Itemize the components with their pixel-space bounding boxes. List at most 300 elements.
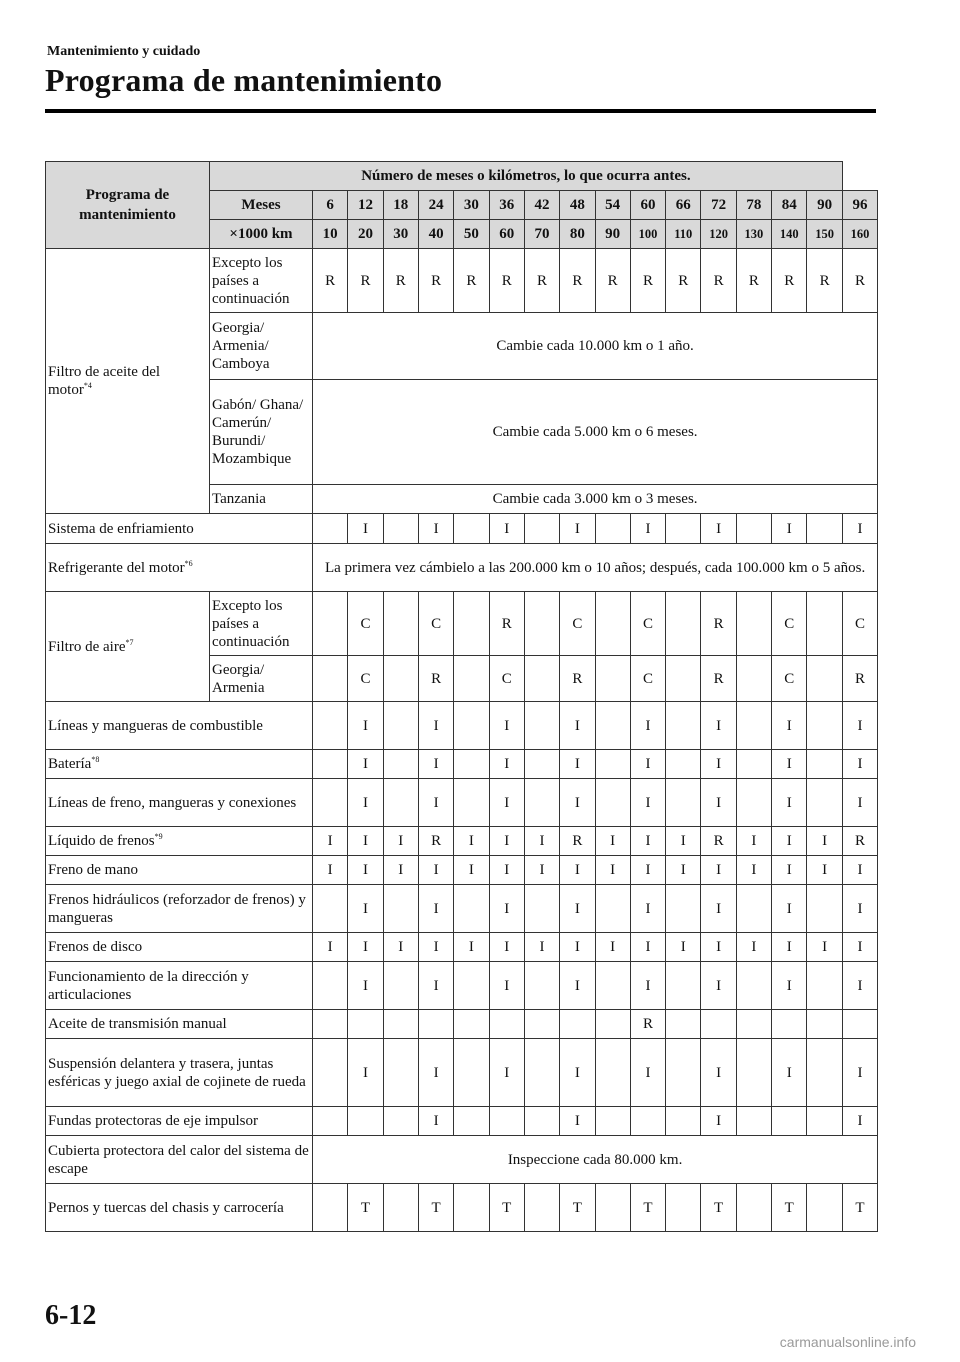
table-row: [46, 827, 878, 856]
month-header: 72: [701, 191, 736, 220]
table-row: [46, 885, 878, 933]
table-row: [46, 1107, 878, 1136]
schedule-cell: R: [701, 249, 736, 313]
schedule-cell: I: [630, 885, 665, 933]
schedule-cell: I: [489, 750, 524, 779]
schedule-cell: [313, 514, 348, 544]
schedule-cell: [454, 514, 489, 544]
schedule-cell: I: [736, 933, 771, 962]
schedule-cell: R: [807, 249, 842, 313]
schedule-cell: I: [313, 933, 348, 962]
schedule-cell: [454, 702, 489, 750]
schedule-cell: R: [701, 592, 736, 656]
month-header: 48: [560, 191, 595, 220]
schedule-cell: [736, 779, 771, 827]
schedule-cell: I: [348, 514, 383, 544]
schedule-cell: I: [524, 933, 559, 962]
schedule-cell: I: [701, 702, 736, 750]
km-header: 10: [313, 220, 348, 249]
schedule-cell: [595, 750, 630, 779]
schedule-cell: I: [842, 933, 877, 962]
month-header: 96: [842, 191, 877, 220]
schedule-cell: I: [772, 702, 807, 750]
schedule-cell: [524, 702, 559, 750]
section-heading: Mantenimiento y cuidado: [47, 44, 201, 59]
schedule-cell: [595, 592, 630, 656]
watermark: carmanualsonline.info: [779, 1334, 916, 1350]
item-label-text: Frenos de disco: [48, 939, 143, 955]
schedule-cell: R: [595, 249, 630, 313]
schedule-cell: [454, 656, 489, 702]
schedule-span-text: Inspeccione cada 80.000 km.: [313, 1136, 878, 1184]
schedule-cell: I: [418, 1107, 453, 1136]
schedule-cell: [313, 1010, 348, 1039]
schedule-cell: [736, 514, 771, 544]
title-rule: [45, 109, 876, 113]
schedule-cell: R: [666, 249, 701, 313]
schedule-cell: I: [454, 933, 489, 962]
schedule-cell: I: [348, 1039, 383, 1107]
item-label-text: Batería: [48, 756, 92, 772]
schedule-cell: I: [560, 1107, 595, 1136]
item-label-text: Filtro de aire: [48, 638, 126, 655]
schedule-cell: T: [348, 1184, 383, 1232]
item-label: [46, 1010, 313, 1039]
month-header: 84: [772, 191, 807, 220]
schedule-cell: R: [701, 656, 736, 702]
schedule-cell: [807, 885, 842, 933]
schedule-cell: I: [772, 962, 807, 1010]
schedule-cell: I: [313, 827, 348, 856]
schedule-cell: I: [524, 856, 559, 885]
schedule-cell: [454, 1107, 489, 1136]
month-header: 12: [348, 191, 383, 220]
schedule-cell: R: [560, 827, 595, 856]
region-label: Gabón/ Ghana/ Camerún/ Burundi/ Mozambique: [210, 380, 313, 485]
item-label-text: Filtro de aceite del motor: [48, 364, 161, 398]
schedule-cell: T: [489, 1184, 524, 1232]
schedule-cell: [454, 885, 489, 933]
schedule-cell: I: [772, 779, 807, 827]
schedule-cell: [524, 779, 559, 827]
schedule-cell: T: [701, 1184, 736, 1232]
schedule-cell: I: [489, 514, 524, 544]
schedule-cell: [666, 514, 701, 544]
km-header: 110: [666, 220, 701, 249]
schedule-cell: [736, 962, 771, 1010]
month-header: 90: [807, 191, 842, 220]
region-label: Tanzania: [210, 485, 313, 514]
item-label-text: Líquido de frenos: [48, 833, 155, 849]
schedule-cell: I: [772, 933, 807, 962]
schedule-cell: I: [560, 962, 595, 1010]
schedule-cell: I: [560, 750, 595, 779]
schedule-cell: I: [560, 885, 595, 933]
schedule-cell: [807, 1039, 842, 1107]
schedule-cell: I: [772, 750, 807, 779]
schedule-cell: [666, 1107, 701, 1136]
month-header: 78: [736, 191, 771, 220]
km-header: 50: [454, 220, 489, 249]
schedule-cell: T: [842, 1184, 877, 1232]
schedule-cell: I: [701, 1107, 736, 1136]
schedule-cell: T: [630, 1184, 665, 1232]
schedule-cell: [524, 592, 559, 656]
table-row: [46, 514, 878, 544]
footnote-ref: *4: [83, 381, 92, 390]
item-label-text: Líneas de freno, mangueras y conexiones: [48, 794, 297, 811]
schedule-cell: [383, 750, 418, 779]
schedule-cell: R: [630, 249, 665, 313]
schedule-cell: [383, 962, 418, 1010]
schedule-cell: I: [630, 827, 665, 856]
schedule-cell: [666, 885, 701, 933]
schedule-cell: [524, 514, 559, 544]
schedule-cell: I: [348, 885, 383, 933]
schedule-cell: R: [560, 656, 595, 702]
schedule-cell: [454, 1010, 489, 1039]
schedule-cell: [454, 1184, 489, 1232]
schedule-cell: [383, 702, 418, 750]
item-label-text: Fundas protectoras de eje impulsor: [48, 1113, 258, 1129]
schedule-cell: I: [701, 750, 736, 779]
table-row: [46, 779, 878, 827]
schedule-cell: T: [418, 1184, 453, 1232]
region-label: Excepto los países a continuación: [210, 249, 313, 313]
schedule-cell: [313, 592, 348, 656]
schedule-cell: I: [842, 1039, 877, 1107]
schedule-cell: I: [807, 933, 842, 962]
item-label-text: Refrigerante del motor: [48, 559, 185, 576]
footnote-ref: *7: [125, 637, 134, 647]
schedule-span-text: La primera vez cámbielo a las 200.000 km o 10 años; después, cada 100.000 km o 5 años.: [313, 544, 878, 592]
schedule-cell: [313, 962, 348, 1010]
schedule-cell: [595, 1107, 630, 1136]
schedule-cell: [489, 1107, 524, 1136]
schedule-cell: I: [630, 933, 665, 962]
schedule-cell: I: [383, 856, 418, 885]
schedule-cell: I: [772, 856, 807, 885]
schedule-cell: [807, 514, 842, 544]
schedule-cell: [560, 1010, 595, 1039]
schedule-cell: R: [348, 249, 383, 313]
km-header: 80: [560, 220, 595, 249]
item-label-text: Freno de mano: [48, 862, 138, 878]
km-label: ×1000 km: [210, 220, 313, 249]
schedule-cell: [842, 1010, 877, 1039]
schedule-cell: I: [842, 962, 877, 1010]
table-row: [46, 249, 878, 313]
table-row: [46, 933, 878, 962]
schedule-cell: I: [842, 514, 877, 544]
schedule-cell: [736, 1107, 771, 1136]
schedule-cell: I: [736, 827, 771, 856]
schedule-cell: [383, 514, 418, 544]
schedule-cell: C: [418, 592, 453, 656]
item-label: [46, 856, 313, 885]
schedule-cell: [666, 1010, 701, 1039]
month-header: 42: [524, 191, 559, 220]
schedule-cell: I: [666, 827, 701, 856]
schedule-cell: [666, 1184, 701, 1232]
schedule-cell: [666, 702, 701, 750]
schedule-cell: I: [701, 1039, 736, 1107]
schedule-cell: R: [772, 249, 807, 313]
schedule-cell: [524, 1184, 559, 1232]
schedule-cell: [595, 656, 630, 702]
schedule-cell: [736, 656, 771, 702]
schedule-cell: C: [630, 592, 665, 656]
schedule-cell: [595, 1010, 630, 1039]
schedule-cell: T: [560, 1184, 595, 1232]
schedule-cell: [736, 750, 771, 779]
km-header: 130: [736, 220, 771, 249]
schedule-cell: [666, 1039, 701, 1107]
schedule-cell: I: [489, 779, 524, 827]
schedule-cell: [807, 779, 842, 827]
schedule-cell: I: [418, 514, 453, 544]
schedule-cell: I: [630, 514, 665, 544]
schedule-cell: [383, 656, 418, 702]
schedule-cell: I: [630, 1039, 665, 1107]
schedule-cell: [595, 962, 630, 1010]
table-row: [46, 962, 878, 1010]
schedule-cell: I: [842, 856, 877, 885]
km-header: 40: [418, 220, 453, 249]
schedule-cell: [595, 779, 630, 827]
schedule-cell: I: [348, 779, 383, 827]
schedule-cell: [383, 779, 418, 827]
schedule-cell: [383, 885, 418, 933]
table-row: [46, 1039, 878, 1107]
schedule-cell: [701, 1010, 736, 1039]
km-header: 120: [701, 220, 736, 249]
schedule-cell: I: [418, 962, 453, 1010]
schedule-cell: [383, 1039, 418, 1107]
month-header: 6: [313, 191, 348, 220]
schedule-cell: R: [560, 249, 595, 313]
schedule-cell: [736, 1184, 771, 1232]
item-label: [46, 1184, 313, 1232]
schedule-cell: I: [489, 885, 524, 933]
schedule-cell: I: [489, 702, 524, 750]
schedule-cell: I: [630, 856, 665, 885]
region-label: Georgia/ Armenia/ Camboya: [210, 313, 313, 380]
schedule-cell: I: [348, 856, 383, 885]
schedule-cell: I: [595, 933, 630, 962]
schedule-cell: I: [666, 933, 701, 962]
schedule-cell: I: [560, 779, 595, 827]
schedule-cell: [313, 1107, 348, 1136]
schedule-cell: C: [772, 592, 807, 656]
schedule-cell: I: [383, 827, 418, 856]
schedule-cell: [524, 1010, 559, 1039]
schedule-cell: [313, 1039, 348, 1107]
region-label: Georgia/ Armenia: [210, 656, 313, 702]
schedule-cell: [524, 1107, 559, 1136]
schedule-cell: [524, 1039, 559, 1107]
schedule-cell: I: [630, 702, 665, 750]
km-header: 160: [842, 220, 877, 249]
schedule-cell: R: [630, 1010, 665, 1039]
item-label: [46, 1136, 313, 1184]
schedule-cell: I: [489, 933, 524, 962]
item-label: [46, 933, 313, 962]
schedule-cell: I: [701, 514, 736, 544]
months-label: Meses: [210, 191, 313, 220]
schedule-cell: R: [842, 827, 877, 856]
item-label: [46, 779, 313, 827]
schedule-cell: I: [560, 514, 595, 544]
item-label: [46, 592, 210, 702]
schedule-cell: I: [418, 750, 453, 779]
table-corner-header: Programa de mantenimiento: [46, 162, 210, 249]
schedule-cell: [807, 750, 842, 779]
km-header: 20: [348, 220, 383, 249]
schedule-cell: R: [418, 827, 453, 856]
schedule-cell: I: [666, 856, 701, 885]
schedule-cell: I: [560, 1039, 595, 1107]
schedule-cell: [524, 656, 559, 702]
schedule-cell: I: [418, 933, 453, 962]
schedule-cell: [489, 1010, 524, 1039]
schedule-cell: [383, 592, 418, 656]
schedule-cell: C: [630, 656, 665, 702]
schedule-cell: R: [313, 249, 348, 313]
item-label-text: Líneas y mangueras de combustible: [48, 717, 263, 734]
schedule-cell: I: [418, 779, 453, 827]
schedule-cell: [383, 1107, 418, 1136]
month-header: 24: [418, 191, 453, 220]
table-row: [46, 750, 878, 779]
schedule-cell: I: [418, 1039, 453, 1107]
schedule-cell: R: [383, 249, 418, 313]
schedule-cell: [595, 514, 630, 544]
schedule-cell: [807, 592, 842, 656]
schedule-cell: [807, 656, 842, 702]
schedule-cell: [666, 962, 701, 1010]
schedule-cell: I: [772, 1039, 807, 1107]
schedule-cell: [736, 592, 771, 656]
schedule-cell: I: [524, 827, 559, 856]
schedule-cell: R: [701, 827, 736, 856]
schedule-cell: [313, 779, 348, 827]
schedule-cell: R: [842, 656, 877, 702]
schedule-cell: [383, 1184, 418, 1232]
page-number: 6-12: [45, 1300, 97, 1331]
schedule-cell: I: [701, 885, 736, 933]
schedule-cell: I: [807, 856, 842, 885]
region-label: Excepto los países a continuación: [210, 592, 313, 656]
schedule-cell: I: [701, 933, 736, 962]
schedule-cell: [666, 592, 701, 656]
schedule-cell: R: [842, 249, 877, 313]
month-header: 54: [595, 191, 630, 220]
km-header: 70: [524, 220, 559, 249]
schedule-cell: [454, 592, 489, 656]
month-header: 36: [489, 191, 524, 220]
schedule-cell: I: [313, 856, 348, 885]
schedule-cell: [736, 1010, 771, 1039]
item-label: [46, 249, 210, 514]
schedule-cell: I: [489, 1039, 524, 1107]
month-header: 30: [454, 191, 489, 220]
month-header: 60: [630, 191, 665, 220]
km-header: 30: [383, 220, 418, 249]
item-label-text: Aceite de transmisión manual: [48, 1016, 227, 1032]
schedule-cell: I: [772, 827, 807, 856]
table-row: [46, 856, 878, 885]
schedule-cell: I: [772, 514, 807, 544]
schedule-cell: I: [489, 962, 524, 1010]
schedule-cell: [454, 750, 489, 779]
schedule-cell: I: [348, 750, 383, 779]
schedule-cell: I: [348, 702, 383, 750]
schedule-cell: [666, 750, 701, 779]
schedule-cell: R: [489, 592, 524, 656]
schedule-cell: [666, 779, 701, 827]
schedule-cell: R: [418, 249, 453, 313]
schedule-span-text: Cambie cada 5.000 km o 6 meses.: [313, 380, 878, 485]
item-label: [46, 827, 313, 856]
schedule-cell: T: [772, 1184, 807, 1232]
schedule-cell: I: [842, 702, 877, 750]
item-label: [46, 514, 313, 544]
item-label-text: Suspensión delantera y trasera, juntas esféricas y juego axial de cojinete de rueda: [48, 1055, 306, 1090]
item-label-text: Funcionamiento de la dirección y articulaciones: [48, 968, 249, 1003]
schedule-cell: [595, 885, 630, 933]
month-header: 66: [666, 191, 701, 220]
schedule-cell: R: [454, 249, 489, 313]
item-label: [46, 1107, 313, 1136]
schedule-cell: [313, 656, 348, 702]
item-label: [46, 1039, 313, 1107]
table-row: [46, 544, 878, 592]
schedule-cell: [736, 885, 771, 933]
schedule-cell: I: [560, 702, 595, 750]
schedule-cell: C: [348, 656, 383, 702]
km-header: 60: [489, 220, 524, 249]
schedule-cell: I: [489, 856, 524, 885]
maintenance-table: [45, 161, 878, 1232]
schedule-span-text: Cambie cada 3.000 km o 3 meses.: [313, 485, 878, 514]
schedule-cell: R: [736, 249, 771, 313]
schedule-cell: I: [842, 779, 877, 827]
schedule-cell: I: [842, 750, 877, 779]
schedule-cell: [454, 962, 489, 1010]
schedule-cell: [807, 702, 842, 750]
item-label-text: Cubierta protectora del calor del sistema de escape: [48, 1142, 309, 1177]
schedule-cell: [666, 656, 701, 702]
item-label: [46, 702, 313, 750]
table-row: [46, 1010, 878, 1039]
schedule-cell: [736, 702, 771, 750]
schedule-span-text: Cambie cada 10.000 km o 1 año.: [313, 313, 878, 380]
schedule-cell: I: [630, 750, 665, 779]
schedule-cell: [454, 1039, 489, 1107]
schedule-cell: I: [418, 885, 453, 933]
item-label-text: Frenos hidráulicos (reforzador de frenos) y mangueras: [48, 891, 306, 926]
schedule-cell: [595, 1184, 630, 1232]
km-header: 90: [595, 220, 630, 249]
interval-caption: Número de meses o kilómetros, lo que ocurra antes.: [210, 162, 843, 191]
schedule-cell: I: [807, 827, 842, 856]
table-row: [46, 1184, 878, 1232]
table-row: [46, 702, 878, 750]
schedule-cell: R: [418, 656, 453, 702]
schedule-cell: I: [701, 962, 736, 1010]
schedule-cell: [807, 1184, 842, 1232]
